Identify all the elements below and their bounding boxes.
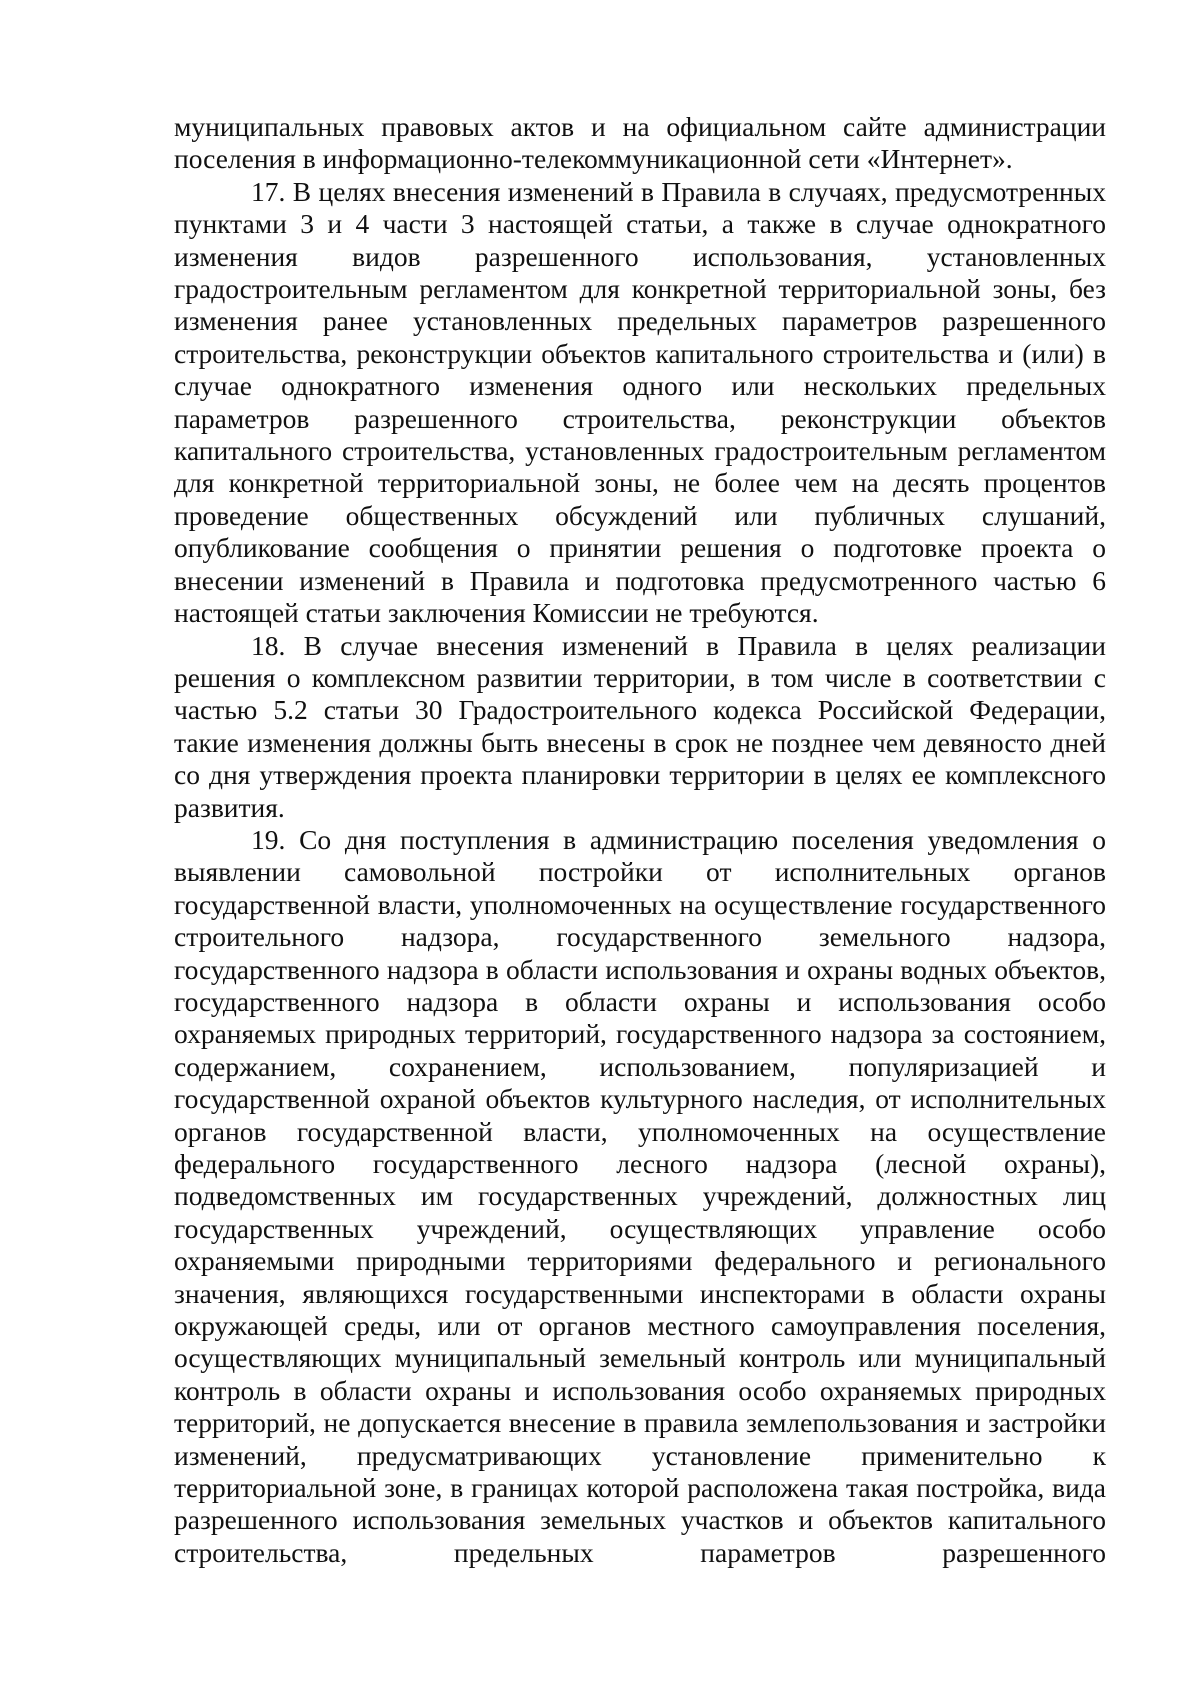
paragraph-continuation: муниципальных правовых актов и на официальном сайте администрации поселения в информационно-телекоммуникационной сети «Интернет».: [174, 111, 1106, 175]
document-body: [174, 111, 1106, 1569]
paragraph-17: 17. В целях внесения изменений в Правила в случаях, предусмотренных пунктами 3 и 4 части 3 настоящей статьи, а также в случае однократного изменения видов разрешенного использования, установленных градостроительным регламентом для конкретной территориальной зоны, без изменения ранее установленных предельных параметров разрешенного строительства, реконструкции объектов капитального строительства и (или) в случае однократного изменения одного или нескольких предельных параметров разрешенного строительства, реконструкции объектов капитального строительства, установленных градостроительным регламентом для конкретной территориальной зоны, не более чем на десять процентов проведение общественных обсуждений или публичных слушаний, опубликование сообщения о принятии решения о подготовке проекта о внесении изменений в Правила и подготовка предусмотренного частью 6 настоящей статьи заключения Комиссии не требуются.: [174, 175, 1106, 629]
paragraph-19: 19. Со дня поступления в администрацию поселения уведомления о выявлении самовольной постройки от исполнительных органов государственной власти, уполномоченных на осуществление государственного строительного надзора, государственного земельного надзора, государственного надзора в области использования и охраны водных объектов, государственного надзора в области охраны и использования особо охраняемых природных территорий, государственного надзора за состоянием, содержанием, сохранением, использованием, популяризацией и государственной охраной объектов культурного наследия, от исполнительных органов государственной власти, уполномоченных на осуществление федерального государственного лесного надзора (лесной охраны), подведомственных им государственных учреждений, должностных лиц государственных учреждений, осуществляющих управление особо охраняемыми природными территориями федерального и регионального значения, являющихся государственными инспекторами в области охраны окружающей среды, или от органов местного самоуправления поселения, осуществляющих муниципальный земельный контроль или муниципальный контроль в области охраны и использования особо охраняемых природных территорий, не допускается внесение в правила землепользования и застройки изменений, предусматривающих установление применительно к территориальной зоне, в границах которой расположена такая постройка, вида разрешенного использования земельных участков и объектов капитального строительства, предельных параметров разрешенного: [174, 823, 1106, 1568]
paragraph-18: 18. В случае внесения изменений в Правила в целях реализации решения о комплексном развитии территории, в том числе в соответствии с частью 5.2 статьи 30 Градостроительного кодекса Российской Федерации, такие изменения должны быть внесены в срок не позднее чем девяносто дней со дня утверждения проекта планировки территории в целях ее комплексного развития.: [174, 629, 1106, 823]
